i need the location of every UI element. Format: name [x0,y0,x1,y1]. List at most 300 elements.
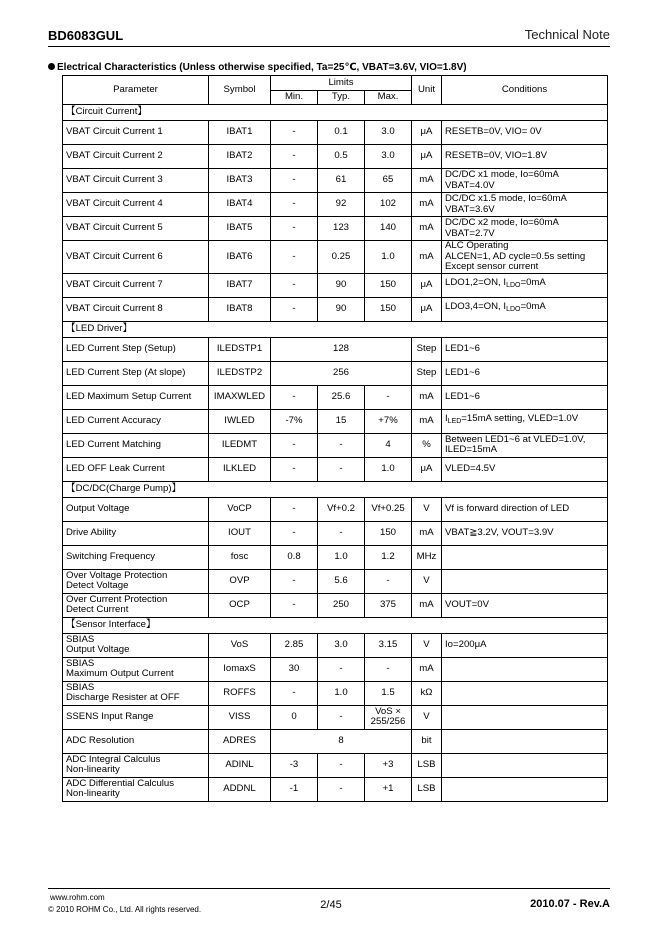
parameter-cell [63,777,209,801]
max-text: - [386,390,390,402]
conditions-cell [442,705,608,729]
parameter-text: Output Voltage [66,644,130,655]
min-cell: - [271,521,318,545]
unit-cell: LSB [412,753,442,777]
max-cell [365,297,412,321]
min-cell: - [271,385,318,409]
conditions-cell [442,681,608,705]
conditions-cell [442,169,608,193]
min-cell: - [271,121,318,145]
parameter-text: VBAT Circuit Current 8 [66,302,163,314]
typ-cell: 90 [318,297,365,321]
unit-cell: mA [412,385,442,409]
max-text: 150 [379,302,396,314]
symbol-cell: IBAT2 [209,145,271,169]
table-row [63,385,608,409]
unit-cell: V [412,569,442,593]
symbol-cell: ADINL [209,753,271,777]
unit-cell: mA [412,169,442,193]
parameter-cell [63,457,209,481]
parameter-cell [63,521,209,545]
max-cell [365,169,412,193]
conditions-cell [442,273,608,297]
parameter-text: ADC Differential Calculus [66,777,175,789]
parameter-text: Drive Ability [66,526,117,538]
parameter-text: Switching Frequency [66,550,156,562]
condition-subscript: LDO [506,282,521,290]
conditions-cell [442,593,608,617]
symbol-cell: IOUT [209,521,271,545]
max-cell [365,777,412,801]
unit-cell: mA [412,593,442,617]
parameter-cell [63,217,209,241]
typ-cell: 25.6 [318,385,365,409]
parameter-text: Over Current Protection [66,593,168,605]
max-cell [365,657,412,681]
min-cell: 0.8 [271,545,318,569]
condition-text: LDO1,2=ON, I [445,277,507,289]
unit-cell: mA [412,241,442,274]
parameter-text: Detect Voltage [66,580,129,591]
symbol-cell: IWLED [209,409,271,433]
condition-text: VLED=4.5V [445,462,496,474]
symbol-cell: IomaxS [209,657,271,681]
conditions-cell [442,569,608,593]
parameter-cell [63,497,209,521]
unit-cell: V [412,497,442,521]
symbol-cell: IBAT6 [209,241,271,274]
typ-cell: 15 [318,409,365,433]
conditions-cell [442,337,608,361]
typ-cell: 90 [318,273,365,297]
table-row [63,409,608,433]
symbol-cell: VISS [209,705,271,729]
unit-cell: LSB [412,777,442,801]
table-row [63,457,608,481]
header-max: Max. [365,91,412,105]
min-cell: -7% [271,409,318,433]
table-row [63,145,608,169]
min-cell: - [271,497,318,521]
condition-subscript: LED [447,418,462,426]
unit-cell: Step [412,337,442,361]
table-row [63,753,608,777]
condition-text: DC/DC x1.5 mode, Io=60mA [445,193,567,204]
max-cell [365,457,412,481]
max-text: - [386,574,390,586]
parameter-text: Over Voltage Protection [66,569,168,581]
symbol-cell: ADRES [209,729,271,753]
parameter-cell [63,681,209,705]
typ-cell: - [318,705,365,729]
symbol-cell: ILKLED [209,457,271,481]
condition-text: ALC Operating [445,240,509,251]
conditions-cell [442,145,608,169]
condition-text: Between LED1~6 at VLED=1.0V, [445,433,586,445]
parameter-text: Output Voltage [66,502,130,514]
condition-text: VBAT=2.7V [445,227,495,239]
parameter-text: VBAT Circuit Current 2 [66,150,163,162]
footer-url: www.rohm.com [50,893,105,902]
condition-text: Except sensor current [445,261,539,272]
conditions-cell [442,409,608,433]
header-limits: Limits [271,76,412,91]
unit-cell: V [412,705,442,729]
min-cell: -1 [271,777,318,801]
header-parameter: Parameter [63,76,209,105]
symbol-cell: ROFFS [209,681,271,705]
parameter-text: VBAT Circuit Current 3 [66,174,163,186]
header-conditions: Conditions [442,76,608,105]
section-row [63,481,608,497]
parameter-text: SSENS Input Range [66,710,154,722]
symbol-cell: ILEDSTP1 [209,337,271,361]
limits-typ-cell: 8 [271,729,412,753]
parameter-text: VBAT Circuit Current 6 [66,250,163,262]
max-cell [365,705,412,729]
parameter-cell [63,569,209,593]
conditions-cell [442,545,608,569]
parameter-text: LED Current Step (Setup) [66,342,176,354]
max-cell [365,145,412,169]
revision: 2010.07 - Rev.A [530,898,610,910]
parameter-text: VBAT Circuit Current 5 [66,222,163,234]
conditions-cell [442,657,608,681]
max-text: 4 [385,438,391,450]
parameter-text: LED Current Accuracy [66,414,161,426]
conditions-cell [442,385,608,409]
unit-cell: μA [412,145,442,169]
conditions-cell [442,753,608,777]
typ-cell: 5.6 [318,569,365,593]
min-cell: 0 [271,705,318,729]
unit-cell: mA [412,193,442,217]
max-cell [365,569,412,593]
conditions-cell [442,217,608,241]
table-row [63,193,608,217]
footer-copyright: © 2010 ROHM Co., Ltd. All rights reserved. [48,905,202,914]
max-cell [365,409,412,433]
condition-text: VBAT=4.0V [445,179,495,191]
condition-text: RESETB=0V, VIO= 0V [445,126,542,138]
min-cell: - [271,241,318,274]
parameter-cell [63,593,209,617]
section-title-cell: 【LED Driver】 [63,321,608,337]
parameter-text: ADC Resolution [66,734,135,746]
conditions-cell [442,497,608,521]
typ-cell: 1.0 [318,545,365,569]
unit-cell: kΩ [412,681,442,705]
min-cell: - [271,681,318,705]
table-row [63,337,608,361]
parameter-cell [63,121,209,145]
table-body [63,105,608,802]
symbol-cell: ILEDMT [209,433,271,457]
unit-cell: Step [412,361,442,385]
condition-subscript: LDO [506,306,521,314]
symbol-cell: IBAT8 [209,297,271,321]
max-text: 150 [379,278,396,290]
max-text: 1.2 [381,550,395,562]
min-cell: - [271,297,318,321]
table-row [63,217,608,241]
min-cell: 30 [271,657,318,681]
max-text: VoS × [375,705,401,717]
unit-cell: μA [412,297,442,321]
section-title [48,62,467,73]
max-text: 1.0 [381,250,395,262]
max-cell [365,633,412,657]
condition-text: Io=200μA [445,638,487,650]
symbol-cell: IBAT5 [209,217,271,241]
parameter-cell [63,657,209,681]
bullet-icon [48,63,55,70]
parameter-text: LED Maximum Setup Current [66,390,192,402]
max-text: +7% [378,414,398,426]
unit-cell: μA [412,121,442,145]
parameter-text: Non-linearity [66,788,120,799]
conditions-cell [442,241,608,274]
max-cell [365,193,412,217]
symbol-cell: IBAT3 [209,169,271,193]
unit-cell: MHz [412,545,442,569]
table-row [63,569,608,593]
parameter-cell [63,545,209,569]
symbol-cell: OVP [209,569,271,593]
max-cell [365,545,412,569]
max-cell [365,753,412,777]
table-row [63,273,608,297]
min-cell: - [271,193,318,217]
parameter-text: VBAT Circuit Current 1 [66,126,163,138]
max-text: - [386,662,390,674]
section-title-cell: 【Circuit Current】 [63,105,608,121]
conditions-cell [442,121,608,145]
parameter-text: VBAT Circuit Current 4 [66,198,163,210]
symbol-cell: IBAT4 [209,193,271,217]
condition-text: =0mA [520,277,546,289]
typ-cell: 0.25 [318,241,365,274]
condition-text: =15mA setting, VLED=1.0V [461,413,579,425]
symbol-cell: fosc [209,545,271,569]
conditions-cell [442,729,608,753]
unit-cell: mA [412,217,442,241]
parameter-cell [63,409,209,433]
typ-cell: 0.1 [318,121,365,145]
document-type: Technical Note [524,27,610,42]
condition-text: VOUT=0V [445,598,489,610]
max-cell [365,273,412,297]
typ-cell: - [318,657,365,681]
table-row [63,777,608,801]
condition-text: VBAT≧3.2V, VOUT=3.9V [445,526,554,538]
table-row [63,497,608,521]
table-row [63,657,608,681]
unit-cell: μA [412,273,442,297]
table-row [63,705,608,729]
max-text: +3 [382,758,394,770]
conditions-cell [442,193,608,217]
table-row [63,545,608,569]
max-text: Vf+0.25 [371,502,405,514]
parameter-cell [63,433,209,457]
electrical-characteristics-table [62,75,608,802]
section-row [63,321,608,337]
parameter-cell [63,145,209,169]
table-row [63,633,608,657]
min-cell: - [271,145,318,169]
condition-text: LED1~6 [445,366,480,378]
symbol-cell: VoCP [209,497,271,521]
max-cell [365,521,412,545]
conditions-cell [442,361,608,385]
table-row [63,297,608,321]
section-title-text: Electrical Characteristics (Unless otherwise specified, Ta=25℃, VBAT=3.6V, VIO=1.8V) [57,62,467,73]
parameter-cell [63,753,209,777]
table-row [63,241,608,274]
conditions-cell [442,521,608,545]
symbol-cell: IBAT7 [209,273,271,297]
max-text: +1 [382,782,394,794]
max-text: 65 [382,174,394,186]
unit-cell: μA [412,457,442,481]
condition-text: DC/DC x1 mode, Io=60mA [445,169,559,180]
max-text: 150 [379,526,396,538]
typ-cell: 250 [318,593,365,617]
typ-cell: - [318,753,365,777]
symbol-cell: IBAT1 [209,121,271,145]
typ-cell: 123 [318,217,365,241]
typ-cell: - [318,457,365,481]
typ-cell: 92 [318,193,365,217]
typ-cell: Vf+0.2 [318,497,365,521]
conditions-cell [442,433,608,457]
section-title-cell: 【DC/DC(Charge Pump)】 [63,481,608,497]
parameter-cell [63,273,209,297]
typ-cell: 1.0 [318,681,365,705]
footer-rule [48,888,610,889]
parameter-text: ADC Integral Calculus [66,753,161,765]
header-symbol: Symbol [209,76,271,105]
condition-text: LED1~6 [445,390,480,402]
max-cell [365,593,412,617]
max-cell [365,497,412,521]
table-row [63,593,608,617]
table-row [63,681,608,705]
min-cell: - [271,217,318,241]
min-cell: - [271,593,318,617]
max-cell [365,217,412,241]
page-number: 2/45 [320,899,342,911]
max-cell [365,385,412,409]
unit-cell: mA [412,657,442,681]
condition-text: Vf is forward direction of LED [445,502,570,514]
unit-cell: mA [412,409,442,433]
conditions-cell [442,633,608,657]
typ-cell: 3.0 [318,633,365,657]
min-cell: - [271,433,318,457]
parameter-text: LED Current Matching [66,438,161,450]
max-cell [365,433,412,457]
min-cell: - [271,273,318,297]
parameter-cell [63,241,209,274]
max-text: 140 [379,222,396,234]
condition-text: I [445,413,448,425]
max-text: 375 [379,598,396,610]
condition-text: LED1~6 [445,342,480,354]
max-text: 102 [379,198,396,210]
table-row [63,169,608,193]
section-row [63,105,608,121]
header-min: Min. [271,91,318,105]
unit-cell: mA [412,521,442,545]
parameter-text: LED Current Step (At slope) [66,366,186,378]
parameter-cell [63,169,209,193]
max-cell [365,681,412,705]
table-row [63,521,608,545]
symbol-cell: ADDNL [209,777,271,801]
typ-cell: 0.5 [318,145,365,169]
parameter-cell [63,729,209,753]
condition-text: DC/DC x2 mode, Io=60mA [445,217,559,228]
parameter-text: LED OFF Leak Current [66,462,165,474]
unit-cell: bit [412,729,442,753]
section-row [63,617,608,633]
table-row [63,121,608,145]
parameter-cell [63,337,209,361]
parameter-text: SBIAS [66,657,95,669]
limits-typ-cell: 256 [271,361,412,385]
symbol-cell: ILEDSTP2 [209,361,271,385]
parameter-cell [63,193,209,217]
condition-text: =0mA [520,301,546,313]
max-text: 1.5 [381,686,395,698]
max-text: 1.0 [381,462,395,474]
parameter-text: SBIAS [66,633,95,645]
header-typ: Typ. [318,91,365,105]
min-cell: - [271,169,318,193]
parameter-cell [63,633,209,657]
document-id: BD6083GUL [48,28,124,43]
unit-cell: % [412,433,442,457]
table-row [63,729,608,753]
min-cell: - [271,457,318,481]
condition-text: LDO3,4=ON, I [445,301,507,313]
conditions-cell [442,777,608,801]
typ-cell: 61 [318,169,365,193]
parameter-text: Non-linearity [66,764,120,775]
max-cell [365,241,412,274]
symbol-cell: IMAXWLED [209,385,271,409]
condition-text: ALCEN=1, AD cycle=0.5s setting [445,250,586,262]
section-title-cell: 【Sensor Interface】 [63,617,608,633]
max-text: 255/256 [370,716,406,727]
typ-cell: - [318,521,365,545]
typ-cell: - [318,433,365,457]
condition-text: RESETB=0V, VIO=1.8V [445,150,548,162]
parameter-cell [63,297,209,321]
condition-text: ILED=15mA [445,444,497,455]
conditions-cell [442,457,608,481]
header-unit: Unit [412,76,442,105]
parameter-text: Maximum Output Current [66,668,174,679]
limits-typ-cell: 128 [271,337,412,361]
typ-cell: - [318,777,365,801]
symbol-cell: OCP [209,593,271,617]
condition-text: VBAT=3.6V [445,203,495,215]
unit-cell: V [412,633,442,657]
header-rule [48,46,610,47]
